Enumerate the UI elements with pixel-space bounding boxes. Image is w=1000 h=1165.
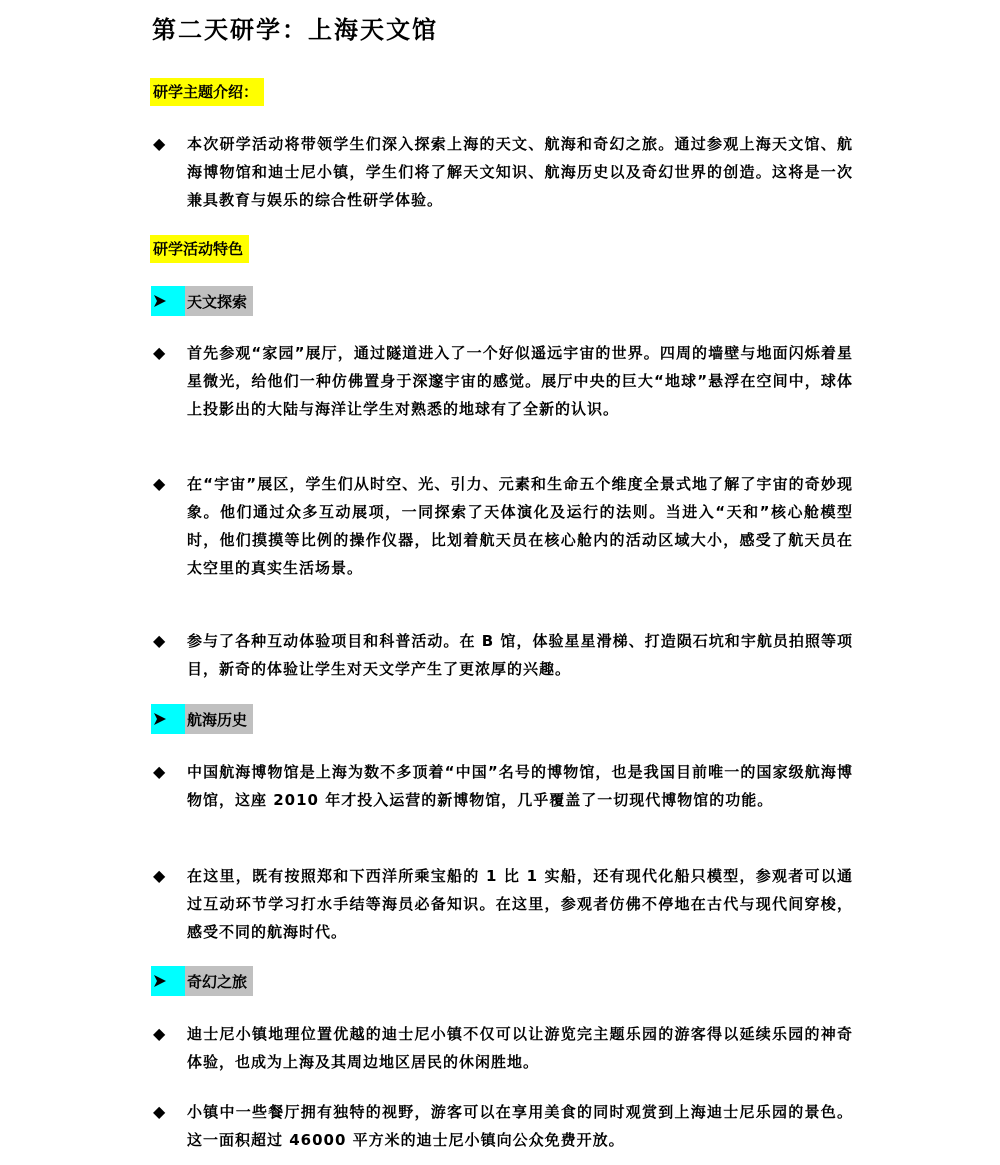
diamond-bullet-icon: ◆: [153, 866, 166, 885]
list-item: [153, 470, 853, 582]
diamond-bullet-icon: ◆: [153, 343, 166, 362]
section-heading-astronomy: [151, 286, 253, 316]
list-item-text: 中国航海博物馆是上海为数不多顶着“中国”名号的博物馆，也是我国目前唯一的国家级航海博物馆，这座 2010 年才投入运营的新博物馆，几乎覆盖了一切现代博物馆的功能。: [187, 763, 853, 809]
list-item: [153, 1020, 853, 1076]
diamond-bullet-icon: ◆: [153, 134, 166, 153]
list-item-text: 参与了各种互动体验项目和科普活动。在 B 馆，体验星星滑梯、打造陨石坑和宇航员拍照等项目，新奇的体验让学生对天文学产生了更浓厚的兴趣。: [187, 632, 853, 678]
intro-heading: 研学主题介绍：: [150, 78, 264, 106]
section-heading-label: 奇幻之旅: [185, 966, 253, 996]
list-item: [153, 862, 853, 946]
section-heading-fantasy: [151, 966, 253, 996]
page-title: 第二天研学：上海天文馆: [152, 16, 438, 44]
list-item-text: 在“宇宙”展区，学生们从时空、光、引力、元素和生命五个维度全景式地了解了宇宙的奇妙现象。他们通过众多互动展项，一同探索了天体演化及运行的法则。当进入“天和”核心舱模型时，他们摸摸等比例的操作仪器，比划着航天员在核心舱内的活动区域大小，感受了航天员在太空里的真实生活场景。: [187, 475, 853, 577]
section-heading-label: 天文探索: [185, 286, 253, 316]
diamond-bullet-icon: ◆: [153, 1102, 166, 1121]
diamond-bullet-icon: ◆: [153, 1024, 166, 1043]
arrowhead-icon: [151, 286, 185, 316]
arrowhead-icon: [151, 966, 185, 996]
diamond-bullet-icon: ◆: [153, 631, 166, 650]
intro-paragraph: [153, 130, 853, 214]
section-heading-navigation: [151, 704, 253, 734]
list-item: [153, 758, 853, 814]
list-item: [153, 627, 853, 683]
list-item-text: 迪士尼小镇地理位置优越的迪士尼小镇不仅可以让游览完主题乐园的游客得以延续乐园的神奇体验，也成为上海及其周边地区居民的休闲胜地。: [187, 1025, 853, 1071]
list-item: [153, 339, 853, 423]
section-heading-label: 航海历史: [185, 704, 253, 734]
arrowhead-icon: [151, 704, 185, 734]
list-item-text: 首先参观“家园”展厅，通过隧道进入了一个好似遥远宇宙的世界。四周的墙壁与地面闪烁着星星微光，给他们一种仿佛置身于深邃宇宙的感觉。展厅中央的巨大“地球”悬浮在空间中，球体上投影出的大陆与海洋让学生对熟悉的地球有了全新的认识。: [187, 344, 853, 418]
list-item: [153, 1098, 853, 1154]
diamond-bullet-icon: ◆: [153, 762, 166, 781]
intro-text: 本次研学活动将带领学生们深入探索上海的天文、航海和奇幻之旅。通过参观上海天文馆、航海博物馆和迪士尼小镇，学生们将了解天文知识、航海历史以及奇幻世界的创造。这将是一次兼具教育与娱乐的综合性研学体验。: [187, 135, 853, 209]
features-heading: 研学活动特色: [150, 235, 249, 263]
diamond-bullet-icon: ◆: [153, 474, 166, 493]
list-item-text: 小镇中一些餐厅拥有独特的视野，游客可以在享用美食的同时观赏到上海迪士尼乐园的景色。这一面积超过 46000 平方米的迪士尼小镇向公众免费开放。: [187, 1103, 853, 1149]
list-item-text: 在这里，既有按照郑和下西洋所乘宝船的 1 比 1 实船，还有现代化船只模型，参观者可以通过互动环节学习打水手结等海员必备知识。在这里，参观者仿佛不停地在古代与现代间穿梭，感受不同的航海时代。: [187, 867, 853, 941]
